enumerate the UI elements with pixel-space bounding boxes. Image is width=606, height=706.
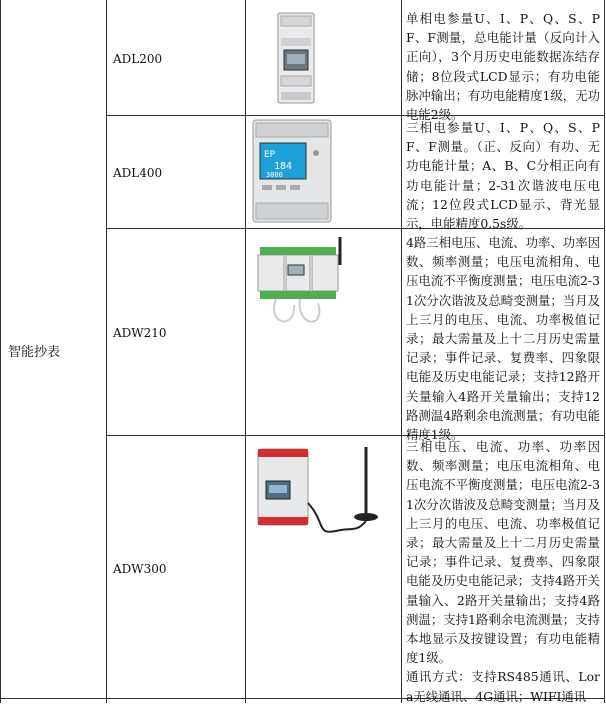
table-divider-col1: [106, 0, 107, 703]
model-label-adl200: ADL200: [113, 52, 163, 66]
table-divider-col3: [401, 0, 402, 703]
multi-circuit-meter-with-antenna-icon: [256, 235, 350, 339]
model-label-adw210: ADW210: [113, 326, 167, 340]
svg-text:184: 184: [274, 161, 293, 172]
description-adw300: [406, 437, 600, 706]
model-label-adw300: ADW300: [113, 562, 167, 576]
svg-text:3000: 3000: [266, 171, 283, 179]
category-label: 智能抄表: [8, 345, 61, 360]
table-border-left: [0, 0, 1, 703]
model-label-adl400: ADL400: [113, 166, 163, 180]
single-phase-din-meter-icon: [277, 12, 315, 108]
description-adw300-text: 三相电压、电流、功率、功率因数、频率测量；电压电流相角、电压电流不平衡度测量；电压电流2-31次分次谐波及总畸变测量；当月及上三月的电压、电流、功率极值记录；最大需量及上十二月历史需量记录；事件记录、复费率、四象限电能及历史电能记录；支持4路开关量输入、2路开关量输出；支持4路测温；支持1路剩余电流测量；支持本地显示及按键设置；有功电能精度1级。: [406, 439, 600, 666]
three-phase-din-meter-icon: [252, 119, 332, 227]
description-adl200: 单相电参量U、I、P、Q、S、PF、F测量，总电能计量（反向计入正向），3个月历史电能数据冻结存储；8位段式LCD显示；有功电能脉冲输出；有功电能精度1级，无功电能2级。: [406, 11, 600, 123]
description-adw210: 4路三相电压、电流、功率、功率因数、频率测量；电压电流相角、电压电流不平衡度测量；电压电流2-31次分次谐波及总畸变测量；当月及上三月的电压、电流、功率极值记录；最大需量及上十二月历史需量记录；事件记录、复费率、四象限电能及历史电能记录；支持12路开关量输入4路开关量输出；支持12路测温4路剩余电流测量；有功电能精度1级。: [406, 235, 600, 443]
wireless-meter-with-antenna-icon: [256, 443, 386, 547]
description-adw300-comm: 通讯方式：支持RS485通讯、Lora无线通讯、4G通讯；WIFI通讯: [406, 669, 600, 704]
svg-text:EP: EP: [264, 150, 276, 160]
description-adl400: 三相电参量U、I、P、Q、S、PF、F测量。（正、反向）有功、无功电能计量；A、B、C分相正向有功电能计量；2-31次谐波电压电流；12位段式LCD显示、背光显示，电能精度0.5s级。: [406, 120, 600, 232]
table-divider-col2: [245, 0, 246, 703]
table-border-right: [604, 0, 605, 703]
